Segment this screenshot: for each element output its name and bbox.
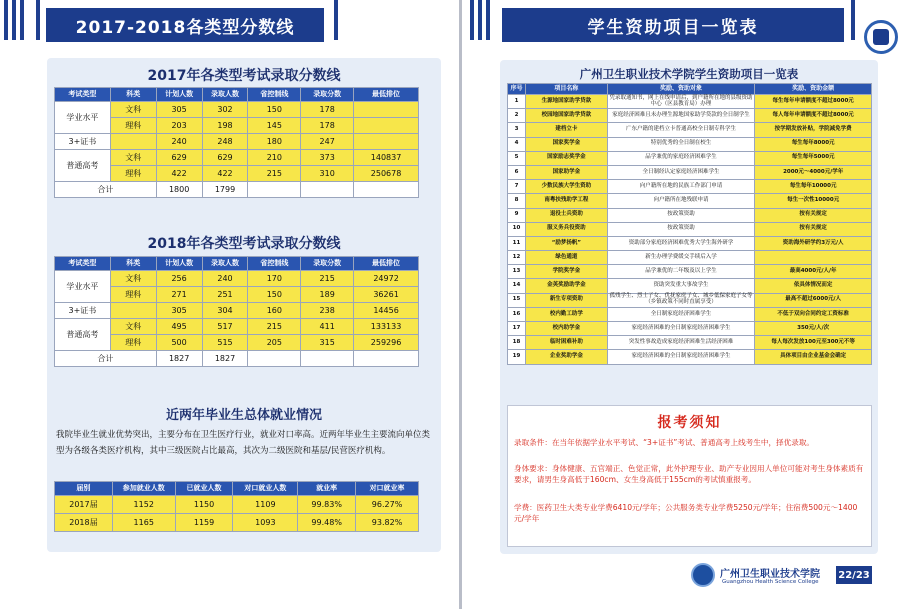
cell: 203 <box>156 118 202 134</box>
cell: 240 <box>202 271 248 287</box>
footer-college-en: Guangzhou Health Science College <box>722 579 819 585</box>
table-row <box>508 279 872 293</box>
cell: 629 <box>202 150 248 166</box>
table-row <box>508 322 872 336</box>
cell: 256 <box>156 271 202 287</box>
aid-cell: 按政策资助 <box>607 222 755 236</box>
col-header: 省控制线 <box>248 257 301 271</box>
table-2018 <box>54 256 419 367</box>
table-row <box>508 307 872 321</box>
table-row <box>508 109 872 123</box>
cell: 629 <box>156 150 202 166</box>
aid-cell: 4 <box>508 137 526 151</box>
cell: 411 <box>301 319 354 335</box>
cell: 140837 <box>354 150 419 166</box>
aid-cell: 350元/人/次 <box>755 322 872 336</box>
col-header: 计划人数 <box>156 88 202 102</box>
employment-table <box>54 481 419 532</box>
aid-cell: 全日制经认定家庭经济困难学生 <box>607 165 755 179</box>
aid-cell: 资助部分家庭经济困难优秀大学生海外研学 <box>607 236 755 250</box>
cell: 150 <box>248 287 301 303</box>
aid-cell: 7 <box>508 180 526 194</box>
group-label: 普通高考 <box>55 319 111 351</box>
deco-bar <box>486 0 490 40</box>
cell <box>354 102 419 118</box>
cell: 304 <box>202 303 248 319</box>
cell: 145 <box>248 118 301 134</box>
aid-cell: 每生一次性10000元 <box>755 194 872 208</box>
aid-cell: 广东户籍的建档立卡普通高校全日制专科学生 <box>607 123 755 137</box>
cell: 180 <box>248 134 301 150</box>
aid-cell: 19 <box>508 350 526 364</box>
aid-cell: 8 <box>508 194 526 208</box>
aid-cell: 按学期发放补贴，学院减免学费 <box>755 123 872 137</box>
aid-cell: 每人每次发放100元至300元不等 <box>755 336 872 350</box>
cell: 271 <box>156 287 202 303</box>
aid-cell: 每生每年8000元 <box>755 137 872 151</box>
aid-cell: 孤残学生、烈士子女、优抚家庭子女、城乡低保家庭子女等（乡镇政策不同时直属享受） <box>607 293 755 307</box>
aid-cell: 2000元～4000元/学年 <box>755 165 872 179</box>
table-row <box>508 293 872 307</box>
cell: 422 <box>156 166 202 182</box>
table-row <box>508 180 872 194</box>
cell: 215 <box>248 319 301 335</box>
aid-cell: 10 <box>508 222 526 236</box>
aid-cell: 按政策资助 <box>607 208 755 222</box>
cell: 500 <box>156 335 202 351</box>
table-2017 <box>54 87 419 198</box>
aid-title: 广州卫生职业技术学院学生资助项目一览表 <box>579 67 799 81</box>
col-header: 对口就业人数 <box>233 482 298 496</box>
aid-cell: 南粤扶残助学工程 <box>525 194 607 208</box>
col-header: 科类 <box>110 88 156 102</box>
cell: 259296 <box>354 335 419 351</box>
col-header: 对口就业率 <box>356 482 419 496</box>
aid-cell: 国家励志奖学金 <box>525 151 607 165</box>
aid-cell: 9 <box>508 208 526 222</box>
table-row <box>508 208 872 222</box>
aid-cell: 11 <box>508 236 526 250</box>
cell: 215 <box>248 166 301 182</box>
aid-cell: 每生每年申请额度不超过8000元 <box>755 95 872 109</box>
col-header: 录取人数 <box>202 88 248 102</box>
cell: 251 <box>202 287 248 303</box>
aid-cell: 学院奖学金 <box>525 265 607 279</box>
table-row <box>508 151 872 165</box>
col-header: 序号 <box>508 84 526 95</box>
col-header: 录取人数 <box>202 257 248 271</box>
table-row <box>508 236 872 250</box>
cell <box>354 134 419 150</box>
aid-cell: 3 <box>508 123 526 137</box>
cell: 1827 <box>156 351 202 367</box>
col-header: 已就业人数 <box>175 482 233 496</box>
deco-bar <box>12 0 16 40</box>
cell <box>110 303 156 319</box>
cell: 理科 <box>110 118 156 134</box>
aid-cell: 校内勤工助学 <box>525 307 607 321</box>
cell: 315 <box>301 335 354 351</box>
title-2017: 2017年各类型考试录取分数线 <box>147 68 341 84</box>
cell: 99.48% <box>298 514 356 532</box>
deco-bar <box>470 0 474 40</box>
aid-cell: 企业奖助学金 <box>525 350 607 364</box>
cell: 170 <box>248 271 301 287</box>
cell: 160 <box>248 303 301 319</box>
aid-cell: 突发性事故造成家庭经济困难生活经济困难 <box>607 336 755 350</box>
total-label: 合计 <box>55 351 157 367</box>
cell: 205 <box>248 335 301 351</box>
cell: 36261 <box>354 287 419 303</box>
col-header: 届别 <box>55 482 113 496</box>
col-header: 录取分数 <box>301 88 354 102</box>
cell: 517 <box>202 319 248 335</box>
college-logo-icon <box>864 20 898 54</box>
aid-cell: 特别优秀的全日制在校生 <box>607 137 755 151</box>
cell: 178 <box>301 118 354 134</box>
table-row <box>508 336 872 350</box>
aid-cell: 少数民族大学生资助 <box>525 180 607 194</box>
aid-cell: 服义务兵役资助 <box>525 222 607 236</box>
aid-cell: 新生专项资助 <box>525 293 607 307</box>
cell: 373 <box>301 150 354 166</box>
cell: 248 <box>202 134 248 150</box>
cell: 150 <box>248 102 301 118</box>
aid-cell: 2 <box>508 109 526 123</box>
col-header: 考试类型 <box>55 88 111 102</box>
aid-cell: 5 <box>508 151 526 165</box>
group-label: 学业水平 <box>55 102 111 134</box>
aid-cell: 凭录取通知书，网上在线申请后，到户籍所在地的县级资助中心（区县教育局）办理 <box>607 95 755 109</box>
cell: 99.83% <box>298 496 356 514</box>
col-header: 省控制线 <box>248 88 301 102</box>
cell: 240 <box>156 134 202 150</box>
deco-bar <box>478 0 482 40</box>
aid-cell: 每生每年10000元 <box>755 180 872 194</box>
notice-health: 身体要求：身体健康、五官端正、色觉正常，此外护理专业、助产专业因用人单位可能对考生身体素质有要求，请男生身高低于160cm、女生身高低于155cm的考试慎重报考。 <box>514 464 864 484</box>
deco-bar <box>4 0 8 40</box>
footer-logo-icon <box>691 563 715 587</box>
col-header: 奖励、资助对象 <box>607 84 755 95</box>
aid-table <box>507 83 872 365</box>
cell: 495 <box>156 319 202 335</box>
aid-cell: 品学兼优的家庭经济困难学生 <box>607 151 755 165</box>
aid-cell: 建档立卡 <box>525 123 607 137</box>
aid-cell: 向户籍所在地的民族工作部门申请 <box>607 180 755 194</box>
aid-cell: “励梦扬帆” <box>525 236 607 250</box>
table-row <box>508 265 872 279</box>
aid-cell: 12 <box>508 251 526 265</box>
cell: 1093 <box>233 514 298 532</box>
aid-cell: 14 <box>508 279 526 293</box>
aid-cell: 绿色通道 <box>525 251 607 265</box>
table-row <box>508 350 872 364</box>
aid-cell: 向户籍所在地残联申请 <box>607 194 755 208</box>
cell: 1109 <box>233 496 298 514</box>
cell: 24972 <box>354 271 419 287</box>
notice-admission: 录取条件：在当年依据学业水平考试、“3+证书”考试、普通高考上线考生中，择优录取。 <box>514 438 815 447</box>
col-header: 最低排位 <box>354 257 419 271</box>
cell: 1152 <box>112 496 175 514</box>
cell: 210 <box>248 150 301 166</box>
aid-cell: 13 <box>508 265 526 279</box>
aid-cell: 校内助学金 <box>525 322 607 336</box>
cell: 93.82% <box>356 514 419 532</box>
cell: 305 <box>156 303 202 319</box>
notice-fees: 学费：医药卫生大类专业学费6410元/学年；公共服务类专业学费5250元/学年；住宿费500元～1400元/学年 <box>514 503 858 523</box>
table-row <box>508 123 872 137</box>
cell: 189 <box>301 287 354 303</box>
aid-cell: 临时困难补助 <box>525 336 607 350</box>
cell: 422 <box>202 166 248 182</box>
cell: 302 <box>202 102 248 118</box>
table-row <box>508 95 872 109</box>
notice-box <box>507 405 872 547</box>
aid-cell: 家庭经济困难的全日制家庭经济困难学生 <box>607 322 755 336</box>
cell: 文科 <box>110 271 156 287</box>
cell: 理科 <box>110 166 156 182</box>
aid-cell: 16 <box>508 307 526 321</box>
cell: 文科 <box>110 319 156 335</box>
employment-title: 近两年毕业生总体就业情况 <box>165 408 322 423</box>
cell: 2017届 <box>55 496 113 514</box>
col-header: 录取分数 <box>301 257 354 271</box>
cell: 2018届 <box>55 514 113 532</box>
left-header: 2017-2018各类型分数线 <box>46 8 324 42</box>
cell: 1800 <box>156 182 202 198</box>
aid-cell: 全日制家庭经济困难学生 <box>607 307 755 321</box>
col-header: 就业率 <box>298 482 356 496</box>
col-header: 参加就业人数 <box>112 482 175 496</box>
aid-cell: 不低于双向合同约定工资标准 <box>755 307 872 321</box>
aid-cell: 国家奖学金 <box>525 137 607 151</box>
aid-cell: 资助突发重大事故学生 <box>607 279 755 293</box>
table-row <box>508 165 872 179</box>
aid-cell: 资助海外研学约3万元/人 <box>755 236 872 250</box>
cell: 215 <box>301 271 354 287</box>
col-header: 最低排位 <box>354 88 419 102</box>
aid-cell: 每人每年申请额度不超过8000元 <box>755 109 872 123</box>
cell: 1159 <box>175 514 233 532</box>
aid-cell: 家庭经济困难且未办理生源地国家助学贷款的全日制学生 <box>607 109 755 123</box>
aid-cell: 生源地国家助学贷款 <box>525 95 607 109</box>
aid-cell: 具体项目由企业基金会确定 <box>755 350 872 364</box>
total-label: 合计 <box>55 182 157 198</box>
right-header: 学生资助项目一览表 <box>502 8 844 42</box>
col-header: 考试类型 <box>55 257 111 271</box>
deco-bar <box>851 0 855 40</box>
cell: 1827 <box>202 351 248 367</box>
deco-bar <box>20 0 24 40</box>
aid-cell: 退役士兵资助 <box>525 208 607 222</box>
aid-cell: 按有关规定 <box>755 222 872 236</box>
table-row <box>508 222 872 236</box>
table-row <box>508 194 872 208</box>
cell: 305 <box>156 102 202 118</box>
cell: 515 <box>202 335 248 351</box>
cell: 250678 <box>354 166 419 182</box>
col-header: 项目名称 <box>525 84 607 95</box>
aid-cell: 最高不超过6000元/人 <box>755 293 872 307</box>
aid-cell <box>755 251 872 265</box>
col-header: 奖励、资助金额 <box>755 84 872 95</box>
employment-text: 我院毕业生就业优势突出，主要分布在卫生医疗行业，就业对口率高。近两年毕业生主要流向单位类型为各级各类医疗机构，其中三级医院占比最高，其次为二级医院和基层/民营医疗机构。 <box>56 430 431 456</box>
title-2018: 2018年各类型考试录取分数线 <box>147 236 341 252</box>
aid-cell: 校园地国家助学贷款 <box>525 109 607 123</box>
cell: 理科 <box>110 287 156 303</box>
deco-bar <box>36 0 40 40</box>
cell: 178 <box>301 102 354 118</box>
page-number: 22/23 <box>836 566 872 584</box>
cell: 310 <box>301 166 354 182</box>
cell: 96.27% <box>356 496 419 514</box>
group-label: 学业水平 <box>55 271 111 303</box>
cell: 238 <box>301 303 354 319</box>
aid-cell: 国家助学金 <box>525 165 607 179</box>
aid-cell: 最高4000元/人/年 <box>755 265 872 279</box>
cell: 文科 <box>110 102 156 118</box>
table-row <box>508 137 872 151</box>
group-label: 3+证书 <box>55 134 111 150</box>
aid-cell: 17 <box>508 322 526 336</box>
cell: 247 <box>301 134 354 150</box>
cell: 198 <box>202 118 248 134</box>
cell: 1799 <box>202 182 248 198</box>
aid-cell: 品学兼优的二年级及以上学生 <box>607 265 755 279</box>
cell: 133133 <box>354 319 419 335</box>
aid-cell: 依具体情况而定 <box>755 279 872 293</box>
cell <box>354 118 419 134</box>
aid-cell: 新生办理学费缓交手续后入学 <box>607 251 755 265</box>
table-row <box>508 251 872 265</box>
aid-cell: 金英奖励助学金 <box>525 279 607 293</box>
cell <box>110 134 156 150</box>
col-header: 计划人数 <box>156 257 202 271</box>
group-label: 普通高考 <box>55 150 111 182</box>
aid-cell: 15 <box>508 293 526 307</box>
deco-bar <box>334 0 338 40</box>
aid-cell: 6 <box>508 165 526 179</box>
cell: 1165 <box>112 514 175 532</box>
cell: 文科 <box>110 150 156 166</box>
notice-title: 报考须知 <box>657 415 722 431</box>
aid-cell: 1 <box>508 95 526 109</box>
footer-college-name: 广州卫生职业技术学院 <box>720 569 820 580</box>
cell: 14456 <box>354 303 419 319</box>
col-header: 科类 <box>110 257 156 271</box>
cell: 理科 <box>110 335 156 351</box>
aid-cell: 按有关规定 <box>755 208 872 222</box>
cell: 1150 <box>175 496 233 514</box>
aid-cell: 每生每年5000元 <box>755 151 872 165</box>
aid-cell: 18 <box>508 336 526 350</box>
group-label: 3+证书 <box>55 303 111 319</box>
aid-cell: 家庭经济困难的全日制家庭经济困难学生 <box>607 350 755 364</box>
